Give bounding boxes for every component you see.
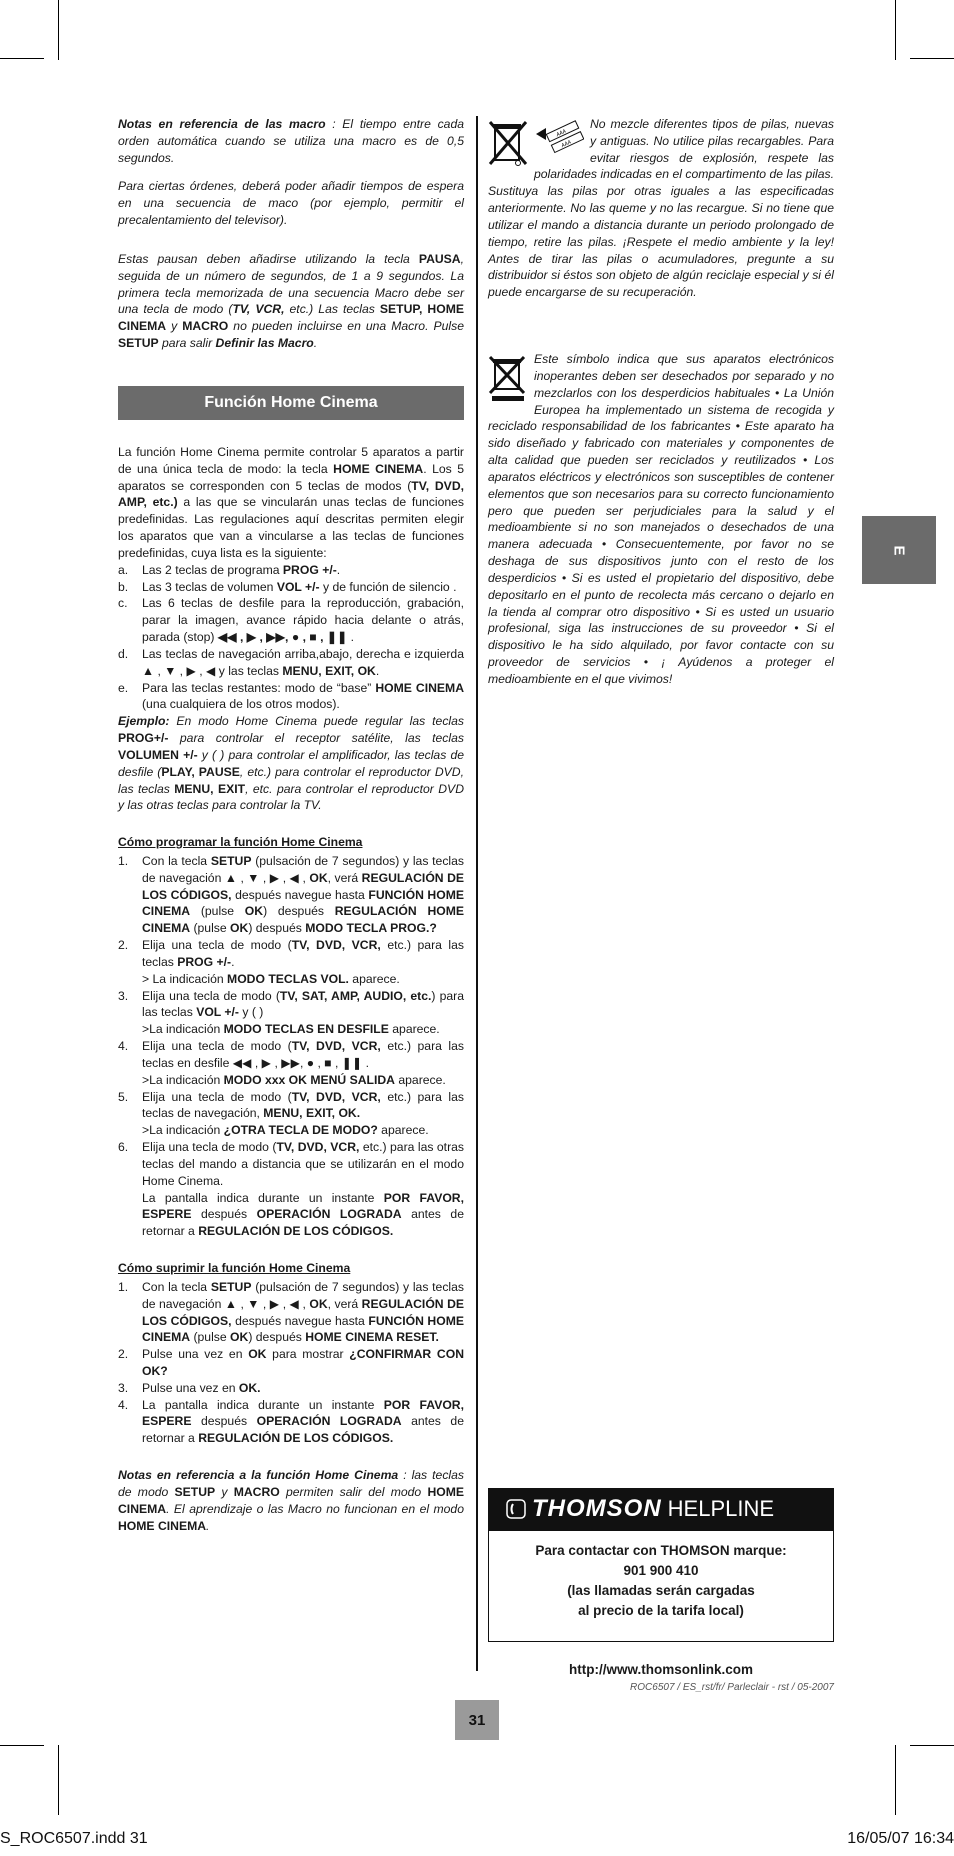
list-text: ) después [263,904,335,919]
list-text: Las teclas de navegación arriba,abajo, derecha e izquierda ▲ , ▼ , ▶ , ◀ y las teclas [142,646,464,678]
crossed-bin-icon [488,116,528,168]
t: PROG+/- [118,731,169,746]
section-title: Función Home Cinema [118,386,464,420]
example-paragraph [118,713,464,814]
brand-name: THOMSON [532,1495,662,1522]
crop-mark [910,1745,954,1746]
list-text: etc.) para las otras teclas del mando a distancia que se utilizarán en el modo Home Cinema. La pantalla indica durante un instante [142,1140,464,1205]
program-steps [118,853,464,1240]
list-item [118,1038,464,1088]
column-divider [476,116,478,1671]
list-text: MODO TECLAS VOL. [227,971,349,986]
list-text: etc.) para las teclas en desfile ◀◀ , ▶ , ▶▶, ● , ■ , ❚❚ . >La indicación [142,1039,464,1087]
list-text: . [347,630,355,645]
t: a las que se vincularán unas teclas de funciones predefinidas. Las regulaciones aquí descritas permiten elegir los aparatos que van a vincularse a las teclas de funciones predefinidas, cuya lista es la siguiente: [118,495,464,560]
list-text: (pulse [190,904,245,919]
list-item [118,646,464,680]
document-reference: ROC6507 / ES_rst/fr/ Parleclair - rst / 05-2007 [630,1682,834,1693]
battery-label: AAA [555,128,568,139]
t: y [166,319,183,334]
list-text: (pulsación de 7 segundos) y las teclas de navegación ▲ , ▼ , ▶ , ◀ , [142,1279,464,1311]
list-text: OK [244,904,264,919]
t: MACRO [233,1484,280,1499]
list-text: OK [309,1296,328,1311]
list-marker: e. [118,680,129,695]
helpline-phone: 901 900 410 [623,1563,699,1578]
list-text: VOL +/- [276,579,320,594]
list-text: REGULACIÓN DE LOS CÓDIGOS. [198,1431,394,1446]
t: no pueden incluirse en una Macro. Pulse [228,319,464,334]
t: Estas pausan deben añadirse utilizando la tecla [118,251,419,266]
list-text: OK [309,870,328,885]
list-text: ¿OTRA TECLA DE MODO? [223,1123,378,1138]
crop-mark [895,1745,896,1815]
list-item [118,1346,464,1380]
list-text: ◀◀ , ▶ , ▶▶, ● , ■ , ❚❚ [217,630,348,645]
delete-title: Cómo suprimir la función Home Cinema [118,1261,351,1276]
list-text: aparece. [348,971,400,986]
t: y ( ) para controlar el amplificador, las teclas de desfile ( [118,747,464,779]
list-text: SETUP [210,853,252,868]
list-item [118,562,464,579]
list-text: OPERACIÓN LOGRADA [256,1207,402,1222]
list-text: TV, DVD, VCR, [276,1140,360,1155]
list-text: , verá [327,870,362,885]
list-text: FUNCIÓN HOME CINEMA [142,887,464,919]
list-text: ) después [248,921,306,936]
crop-mark [58,1745,59,1815]
list-text: etc.) para las teclas [142,938,464,969]
helpline-line: Para contactar con THOMSON marque: [535,1543,787,1558]
example-label: Ejemplo: [118,714,170,729]
list-text: aparece. [377,1123,429,1138]
support-url[interactable]: http://www.thomsonlink.com [569,1662,753,1677]
t: . Los 5 aparatos se corresponden con 5 teclas de modos ( [118,461,464,493]
list-marker: 4. [118,1397,129,1412]
batteries-paragraph [488,116,834,301]
crop-mark [0,58,44,59]
list-item [118,595,464,645]
list-text: ¿CONFIRMAR CON OK? [142,1347,465,1378]
list-text: Elija una tecla de modo ( [142,1140,277,1155]
list-text: Con la tecla [142,853,211,868]
list-text: >La indicación [142,1123,221,1138]
list-item [118,680,464,714]
list-text: y de función de silencio . [319,579,457,594]
list-item [118,988,464,1038]
list-text: OK [230,1330,249,1345]
list-text: TV, DVD, VCR, [291,1089,381,1104]
list-text: MODO TECLAS EN DESFILE [223,1022,389,1037]
list-item [118,853,464,937]
t: PLAY, PAUSE [161,764,240,779]
list-text: TV, DVD, VCR, [291,1039,381,1054]
list-text: POR FAVOR, ESPERE [142,1397,464,1429]
list-text: REGULACIÓN DE LOS CÓDIGOS, [142,1296,464,1328]
list-text: Elija una tecla de modo ( [142,1039,292,1054]
delete-steps [118,1279,464,1447]
list-text: REGULACIÓN DE LOS CÓDIGOS, [142,870,464,902]
list-text: PROG +/- [177,954,232,969]
list-text: Con la tecla [142,1279,211,1294]
print-slug-date: 16/05/07 16:34 [847,1830,954,1847]
list-text: PROG +/- [282,562,337,577]
list-item [118,1397,464,1447]
list-marker: c. [118,596,128,611]
batteries-icon [534,116,584,156]
crop-mark [58,0,59,60]
list-text: antes de retornar a [142,1414,464,1446]
list-marker: 2. [118,1347,129,1362]
list-text: La pantalla indica durante un instante [142,1397,384,1412]
weee-text: Este símbolo indica que sus aparatos electrónicos inoperantes deben ser desechados por separado y no mezclarlos con los desperdicios habituales • La Unión Europea ha implementado un sistema de recogida y reciclado responsabilidad de los fabricantes • Este aparato ha sido diseñado y fabricado con materiales y componentes de alta calidad que pueden ser reciclados y reutilizados • Los aparatos eléctricos y electrónicos son susceptibles de contener elementos que son necesarios para su correcto funcionamiento pero que pueden ser perjudiciales para la salud y el medioambiente si no son manejados o desechados de una manera adecuada • Consecuentemente, por favor no se deshaga de sus dispositivos junto con el resto de los desperdicios • Si es usted el propietario del dispositivo, debe depositarlo en el punto de recolecta más cercano o dejarlo en la tienda al comprar otro dispositivo • Si es usted un usuario profesional, siga las instrucciones de su proveedor • Si el dispositivo le ha sido alquilado, por favor contacte con su proveedor de servicios • ¡ Ayúdenos a proteger el medioambiente en el que vivimos! [488,352,834,686]
list-text: HOME CINEMA [375,680,464,695]
phone-icon [506,1499,526,1519]
function-list [118,562,464,713]
t: , etc. para controlar el reproductor DVD y las otras teclas para controlar la TV. [118,781,464,813]
list-text: OK. [238,1380,261,1395]
list-text: y ( ) >La indicación [142,1005,264,1037]
list-text: OPERACIÓN LOGRADA [256,1414,402,1429]
list-marker: d. [118,646,129,661]
list-marker: 3. [118,988,129,1003]
helpline-info [488,1530,834,1642]
helpline-line: al precio de la tarifa local) [578,1603,744,1618]
t: HOME CINEMA [333,461,424,476]
t: permiten salir del modo [279,1484,428,1499]
crop-mark [910,58,954,59]
list-text: POR FAVOR, ESPERE [142,1190,464,1222]
list-text: OK [248,1347,267,1362]
language-tab [862,516,936,584]
t: En modo Home Cinema puede regular las teclas [169,714,464,729]
crop-mark [895,0,896,60]
list-text: Elija una tecla de modo ( [142,1089,292,1104]
list-text: MENU, EXIT, OK [282,663,376,678]
list-marker: 6. [118,1140,129,1155]
list-item [118,1139,464,1240]
weee-bin-icon [488,351,528,403]
list-text: Las 2 teclas de programa [142,562,283,577]
t: , seguida de un número de segundos, de 1 a 9 segundos. La primera tecla memorizada de una secuencia Macro debe ser una tecla de modo ( [118,251,464,317]
t: . [313,336,318,351]
t: . [206,1518,210,1533]
t: SETUP [174,1484,216,1499]
helpline-line: (las llamadas serán cargadas [567,1583,755,1598]
helpline-label: HELPLINE [667,1496,775,1521]
list-text: Elija una tecla de modo ( [142,938,292,953]
t: TV, VCR, [232,302,285,317]
list-text: . > La indicación [142,954,235,986]
t: MACRO [182,319,229,334]
list-text: después [191,1414,257,1429]
list-item [118,579,464,596]
list-text: Elija una tecla de modo ( [142,988,280,1003]
t: MENU, EXIT [174,781,246,796]
t: . El aprendizaje o las Macro no funcionan en el modo [166,1501,464,1516]
macro-note-p3 [118,251,464,352]
list-text: Para las teclas restantes: modo de “base” [142,680,376,695]
list-text: para mostrar [266,1347,350,1362]
program-title: Cómo programar la función Home Cinema [118,835,363,850]
t: para controlar el receptor satélite, las teclas [168,731,464,746]
t: La función Home Cinema permite controlar 5 aparatos a partir de una única tecla de modo: la tecla [118,444,464,476]
list-item [118,1279,464,1346]
t: , etc.) para controlar el reproductor DVD, las teclas [118,764,464,796]
list-marker: a. [118,562,129,577]
t: PAUSA [418,251,461,266]
list-text: TV, SAT, AMP, AUDIO, etc. [279,988,432,1003]
list-text: (una cualquiera de los otros modos). [142,697,340,712]
t: SETUP, HOME CINEMA [118,302,464,334]
t: Notas en referencia a la función Home Cinema [118,1468,399,1483]
hc-note [118,1467,464,1534]
list-text: VOL +/- [196,1005,239,1020]
list-text: REGULACIÓN DE LOS CÓDIGOS. [198,1224,394,1239]
t: etc.) Las teclas [284,302,380,317]
list-marker: b. [118,579,129,594]
list-text: . [375,663,380,678]
list-text: REGULACIÓN HOME CINEMA [142,904,464,936]
t: para salir [158,336,216,351]
list-text: SETUP [210,1279,252,1294]
intro-paragraph [118,444,464,562]
t: HOME CINEMA [118,1484,464,1516]
t: Definir las Macro [215,336,314,351]
list-marker: 2. [118,938,129,953]
list-text: TV, DVD, VCR, [291,938,381,953]
t: y [215,1484,234,1499]
macro-note-label: Notas en referencia de las macro [118,117,326,131]
macro-note-p1 [118,116,464,166]
right-column [488,116,834,700]
list-text: (pulse [190,921,231,936]
left-column [118,116,464,1546]
list-text: después navegue hasta [231,887,369,902]
list-item [118,1380,464,1397]
list-text: después navegue hasta [231,1313,369,1328]
list-text: MENU, EXIT, OK. [263,1106,361,1121]
macro-note-text: : El tiempo entre cada orden automática cuando se utiliza una macro es de 0,5 segundos. [118,117,464,165]
crop-mark [0,1745,44,1746]
list-marker: 1. [118,1279,129,1294]
list-text: FUNCIÓN HOME CINEMA [142,1313,464,1345]
page-number: 31 [455,1700,499,1740]
list-text: etc.) para las teclas de navegación, [142,1089,464,1121]
t: HOME CINEMA [118,1518,207,1533]
t: : las teclas de modo [118,1468,464,1499]
list-text: aparece. [394,1072,446,1087]
t: VOLUMEN +/- [118,747,198,762]
list-text: ) para las teclas [142,988,464,1020]
list-marker: 1. [118,853,129,868]
print-slug-file: S_ROC6507.indd 31 [0,1830,148,1847]
list-text: MODO xxx OK MENÚ SALIDA [223,1072,395,1087]
list-text: MODO TECLA PROG.? [305,921,437,936]
list-item [118,1089,464,1139]
t: TV, DVD, AMP, etc.) [118,478,465,510]
list-marker: 4. [118,1039,129,1054]
macro-note-p2: Para ciertas órdenes, deberá poder añadir tiempos de espera en una secuencia de maco (por ejemplo, permitir el precalentamiento del televisor). [118,179,464,228]
list-text: antes de retornar a [142,1207,464,1239]
list-marker: 3. [118,1380,129,1395]
list-text: (pulse [190,1330,231,1345]
list-marker: 5. [118,1089,129,1104]
t: SETUP [118,336,159,351]
helpline-banner [488,1488,834,1530]
list-item [118,937,464,987]
battery-label: AAA [560,139,573,150]
list-text: Pulse una vez en [142,1347,249,1362]
batteries-text: No mezcle diferentes tipos de pilas, nuevas y antiguas. No utilice pilas recargables. Para evitar riesgos de explosión, respete las polaridades indicadas en el compartimento de las pilas. Sustituya las pilas por otras iguales a las especificadas anteriormente. No las queme y no las recargue. Si no tiene que utilizar el mando a distancia durante un periodo prolongado de tiempo, retire las pilas. ¡Respete el medio ambiente y la ley! Antes de tirar las pilas o acumuladores, pregunte a su distribuidor si éstos son objeto de algún reciclaje especial y si él puede encargarse de su recuperación. [488,117,834,300]
list-text: ) después [248,1330,306,1345]
list-text: aparece. [388,1022,440,1037]
list-text: Pulse una vez en [142,1380,239,1395]
language-tab-label: E [890,544,908,556]
list-text: , verá [327,1296,362,1311]
list-text: Las 3 teclas de volumen [142,579,277,594]
list-text: después [191,1207,257,1222]
list-text: HOME CINEMA RESET. [305,1330,439,1345]
list-text: Las 6 teclas de desfile para la reproducción, grabación, parar la imagen, avance rápido hacia delante o atrás, parada (stop) [142,596,464,645]
list-text: OK [230,921,249,936]
list-text: . [336,562,341,577]
weee-paragraph [488,351,834,688]
list-text: (pulsación de 7 segundos) y las teclas de navegación ▲ , ▼ , ▶ , ◀ , [142,853,464,885]
